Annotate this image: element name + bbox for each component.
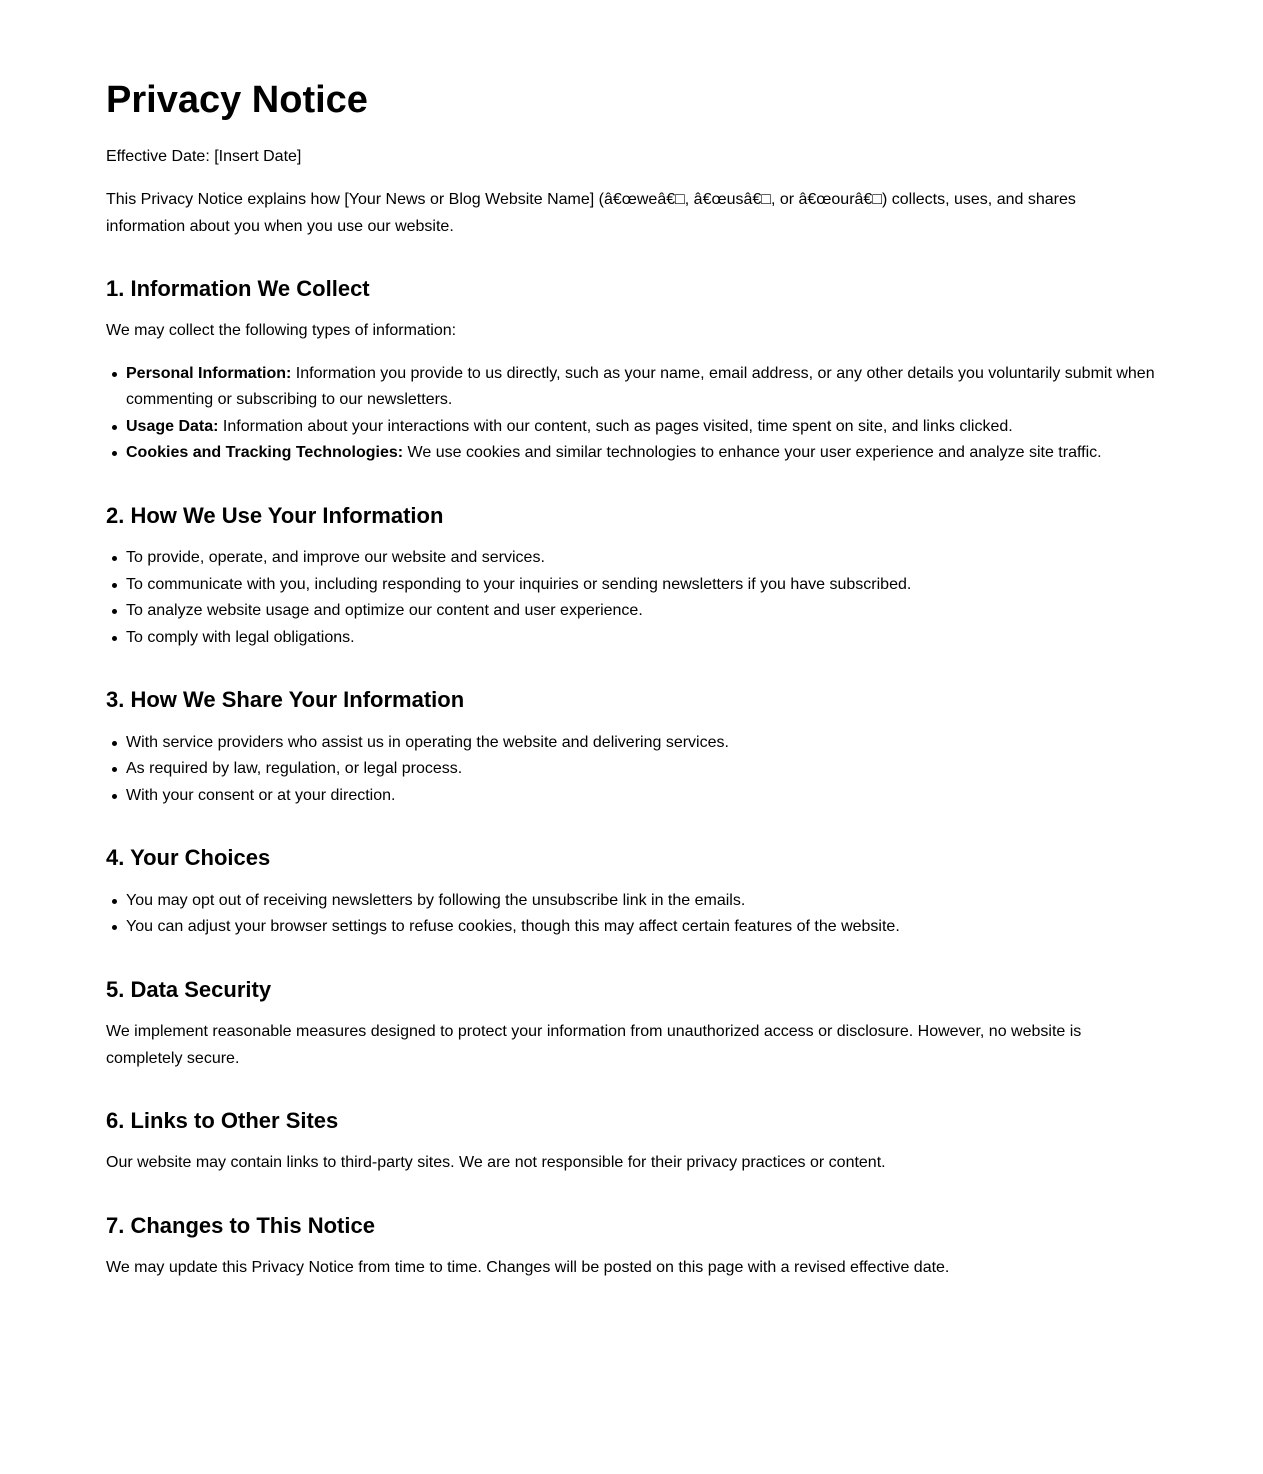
section-heading: 7. Changes to This Notice xyxy=(106,1212,375,1238)
choices-list xyxy=(106,888,1157,941)
list-item: You may opt out of receiving newsletters by following the unsubscribe link in the emails. xyxy=(126,888,1157,915)
section-heading: 5. Data Security xyxy=(106,976,272,1002)
section-paragraph: We implement reasonable measures designed to protect your information from unauthorized access or disclosure. However, no website is completely secure. xyxy=(106,1023,1082,1067)
section-heading: 2. How We Use Your Information xyxy=(106,502,444,528)
section-heading: 6. Links to Other Sites xyxy=(106,1108,339,1134)
info-types-list xyxy=(106,361,1157,467)
section-paragraph: We may collect the following types of information: xyxy=(106,322,457,340)
section-links-to-other-sites xyxy=(106,1108,1157,1177)
section-information-we-collect xyxy=(106,276,1157,467)
page-title: Privacy Notice xyxy=(106,79,368,121)
list-item-text: Information about your interactions with our content, such as pages visited, time spent on site, and links clicked. xyxy=(218,417,1013,435)
list-item xyxy=(126,361,1157,414)
list-item xyxy=(126,440,1157,467)
list-item-text: Information you provide to us directly, such as your name, email address, or any other details you voluntarily submit when commenting or subscribing to our newsletters. xyxy=(126,364,1155,409)
list-item: You can adjust your browser settings to refuse cookies, though this may affect certain features of the website. xyxy=(126,914,1157,941)
list-item xyxy=(126,414,1157,441)
section-heading: 1. Information We Collect xyxy=(106,276,370,302)
list-item-term: Cookies and Tracking Technologies: xyxy=(126,444,404,462)
list-item: To communicate with you, including responding to your inquiries or sending newsletters if you have subscribed. xyxy=(126,572,1157,599)
list-item: To provide, operate, and improve our website and services. xyxy=(126,545,1157,572)
list-item-term: Personal Information: xyxy=(126,364,292,382)
section-heading: 3. How We Share Your Information xyxy=(106,687,465,713)
use-list xyxy=(106,545,1157,651)
intro-paragraph: This Privacy Notice explains how [Your News or Blog Website Name] (â€œweâ€□, â€œusâ€□, or â€œourâ€□) collects, uses, and shares information about you when you use our website. xyxy=(106,191,1076,235)
section-how-we-share xyxy=(106,687,1157,809)
effective-date: Effective Date: [Insert Date] xyxy=(106,147,302,165)
list-item: As required by law, regulation, or legal process. xyxy=(126,756,1157,783)
list-item: To analyze website usage and optimize our content and user experience. xyxy=(126,598,1157,625)
section-paragraph: We may update this Privacy Notice from time to time. Changes will be posted on this page with a revised effective date. xyxy=(106,1259,950,1277)
section-paragraph: Our website may contain links to third-party sites. We are not responsible for their privacy practices or content. xyxy=(106,1154,886,1172)
list-item: To comply with legal obligations. xyxy=(126,625,1157,652)
list-item: With your consent or at your direction. xyxy=(126,783,1157,810)
share-list xyxy=(106,730,1157,810)
list-item: With service providers who assist us in operating the website and delivering services. xyxy=(126,730,1157,757)
section-how-we-use xyxy=(106,503,1157,651)
section-your-choices xyxy=(106,845,1157,940)
section-changes-to-notice xyxy=(106,1213,1157,1282)
section-data-security xyxy=(106,977,1157,1072)
list-item-text: We use cookies and similar technologies to enhance your user experience and analyze site traffic. xyxy=(403,444,1102,462)
section-heading: 4. Your Choices xyxy=(106,845,271,871)
list-item-term: Usage Data: xyxy=(126,417,219,435)
